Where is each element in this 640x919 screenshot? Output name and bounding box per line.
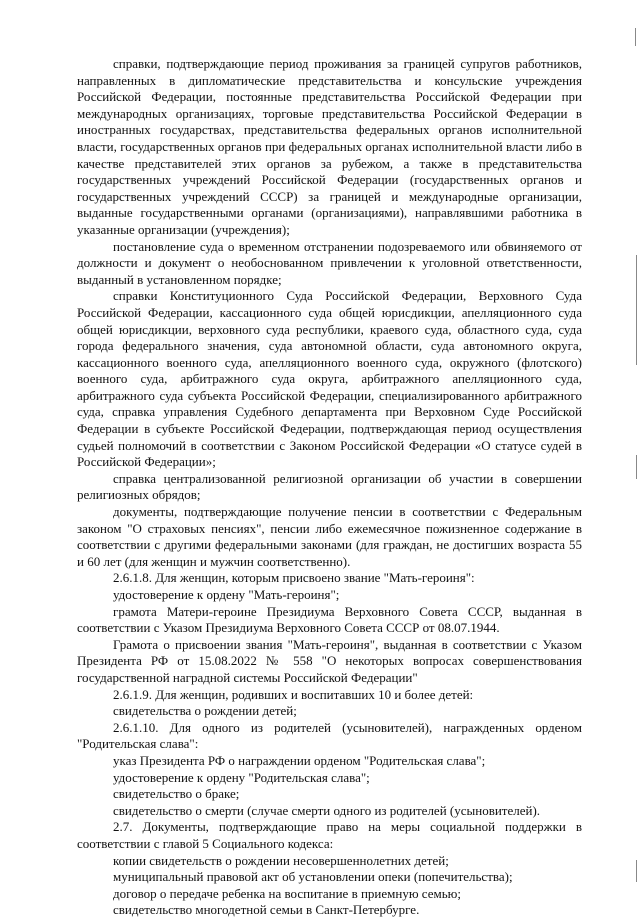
paragraph-12: 2.6.1.10. Для одного из родителей (усыновителей), награжденных орденом "Родительская слава": [77,719,582,752]
paragraph-1: справки, подтверждающие период проживания за границей супругов работников, направленных в дипломатические представительства и консульские учреждения Российской Федерации, постоянные представительства Российской Федерации при международных организациях, торговые представительства Российской Федерации в иностранных государствах, представительства федеральных органов исполнительной власти, государственных органов при федеральных органах исполнительной власти либо в качестве представителей этих органов за рубежом, а также в представительства государственных учреждений Российской Федерации (государственных органов и государственных учреждений СССР) за границей и международные организации, выданные государственными органами (организациями), направлявшими работника в указанные организации (учреждения); [77,56,582,237]
paragraph-3: справки Конституционного Суда Российской Федерации, Верховного Суда Российской Федерации, кассационного суда общей юрисдикции, апелляционного суда общей юрисдикции, верховного суда республики, краевого суда, областного суда, суда города федерального значения, суда автономной области, суда автономного округа, кассационного военного суда, апелляционного военного суда, окружного (флотского) военного суда, арбитражного суда округа, арбитражного апелляционного суда, арбитражного суда субъекта Российской Федерации, специализированного арбитражного суда, справка управления Судебного департамента при Верховном Суде Российской Федерации в субъекте Российской Федерации, подтверждающая период осуществления судьей полномочий в соответствии с Законом Российской Федерации «О статусе судей в Российской Федерации»; [77,288,582,470]
scan-edge-mark-top [635,28,636,46]
paragraph-15: свидетельство о браке; [113,786,240,802]
paragraph-21: свидетельство многодетной семьи в Санкт-Петербурге. [113,902,420,918]
paragraph-16: свидетельство о смерти (случае смерти одного из родителей (усыновителей). [113,802,541,818]
scan-edge-mark-lower [636,455,637,479]
paragraph-18: копии свидетельств о рождении несовершеннолетних детей; [113,852,449,868]
paragraph-13: указ Президента РФ о награждении орденом "Родительская слава"; [113,752,486,768]
scan-edge-mark-bottom [636,860,637,882]
scan-edge-mark-middle [636,255,637,365]
paragraph-8: грамота Матери-героине Президиума Верховного Совета СССР, выданная в соответствии с Указом Президиума Верховного Совета СССР от 08.07.1944. [77,603,582,636]
paragraph-2: постановление суда о временном отстранении подозреваемого или обвиняемого от должности и документ о необоснованном привлечении к уголовной ответственности, выданный в установленном порядке; [77,238,582,287]
paragraph-6: 2.6.1.8. Для женщин, которым присвоено звание "Мать-героиня": [113,570,475,586]
paragraph-5: документы, подтверждающие получение пенсии в соответствии с Федеральным законом "О страховых пенсиях", пенсии либо ежемесячное пожизненное содержание в соответствии с другими федеральными законами (для граждан, не достигших возраста 55 и 60 лет (для женщин и мужчин соответственно). [77,504,582,569]
paragraph-19: муниципальный правовой акт об установлении опеки (попечительства); [113,869,513,885]
paragraph-7: удостоверение к ордену "Мать-героиня"; [113,587,340,602]
paragraph-20: договор о передаче ребенка на воспитание в приемную семью; [113,885,461,901]
paragraph-10: 2.6.1.9. Для женщин, родивших и воспитавших 10 и более детей: [113,686,474,702]
document-page [77,56,582,919]
paragraph-11: свидетельства о рождении детей; [113,703,297,719]
paragraph-9: Грамота о присвоении звания "Мать-героиня", выданная в соответствии с Указом Президента РФ от 15.08.2022 № 558 "О некоторых вопросах совершенствования государственной наградной системы Российской Федерации" [77,636,582,685]
paragraph-4: справка централизованной религиозной организации об участии в совершении религиозных обрядов; [77,470,582,503]
paragraph-14: удостоверение к ордену "Родительская слава"; [113,769,370,785]
paragraph-17: 2.7. Документы, подтверждающие право на меры социальной поддержки в соответствии с главой 5 Социального кодекса: [77,819,582,851]
